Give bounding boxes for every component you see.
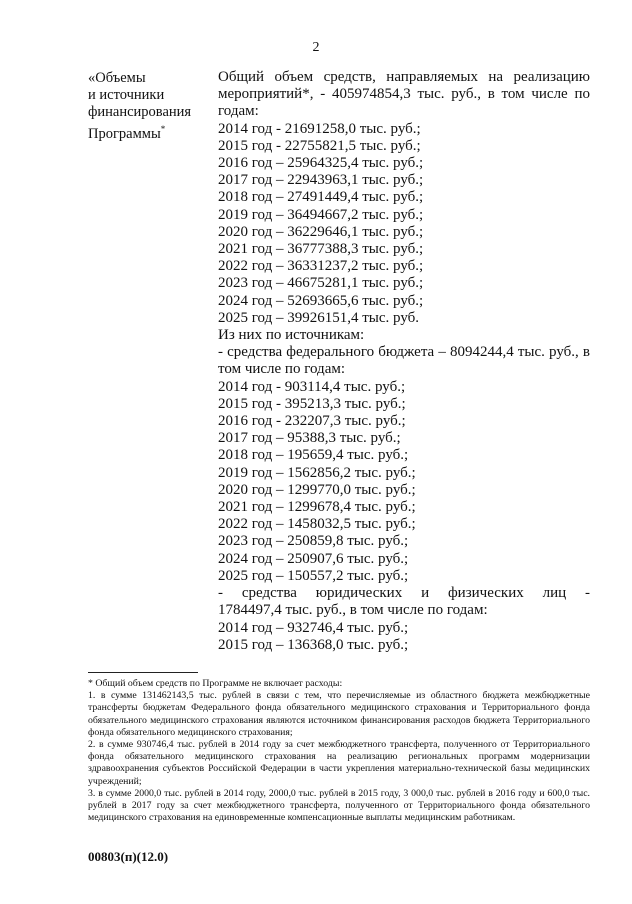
total-year-line: 2020 год – 36229646,1 тыс. руб.; [218, 223, 424, 240]
sources-heading: Из них по источникам: [218, 327, 365, 344]
federal-year-line: 2018 год – 195659,4 тыс. руб.; [218, 447, 409, 464]
federal-year-line: 2024 год – 250907,6 тыс. руб.; [218, 550, 409, 567]
total-year-line: 2023 год – 46675281,1 тыс. руб.; [218, 275, 424, 292]
federal-year-line: 2015 год - 395213,3 тыс. руб.; [218, 395, 406, 412]
footnotes [88, 678, 590, 824]
total-year-line: 2015 год - 22755821,5 тыс. руб.; [218, 137, 421, 154]
legal-year-line: 2014 год – 932746,4 тыс. руб.; [218, 619, 409, 636]
footnote-divider [88, 672, 198, 673]
total-year-line: 2025 год – 39926151,4 тыс. руб. [218, 309, 420, 326]
total-year-line: 2017 год – 22943963,1 тыс. руб.; [218, 172, 424, 189]
row-label-line: и источники [88, 87, 165, 103]
row-label-line: финансирования [88, 104, 192, 120]
page-number: 2 [312, 40, 320, 55]
federal-year-line: 2019 год – 1562856,2 тыс. руб.; [218, 464, 416, 481]
federal-funding-text: - средства федерального бюджета – 8094244,4 тыс. руб., в том числе по годам: [218, 344, 590, 378]
federal-year-line: 2017 год – 95388,3 тыс. руб.; [218, 430, 401, 447]
total-year-line: 2018 год – 27491449,4 тыс. руб.; [218, 189, 424, 206]
federal-year-line: 2021 год – 1299678,4 тыс. руб.; [218, 499, 416, 516]
total-year-line: 2019 год – 36494667,2 тыс. руб.; [218, 206, 424, 223]
footnote-item: 2. в сумме 930746,4 тыс. рублей в 2014 году за счет межбюджетного трансферта, полученного от Территориального фонда обязательного медицинского страхования на реализацию региональных программ модернизации здравоохранения субъектов Российской Федерации в части укрепления материально-технической базы медицинских учреждений; [88, 739, 590, 787]
row-label-line [88, 121, 210, 143]
federal-year-line: 2025 год – 150557,2 тыс. руб.; [218, 567, 409, 584]
federal-year-line: 2023 год – 250859,8 тыс. руб.; [218, 533, 409, 550]
total-year-line: 2022 год – 36331237,2 тыс. руб.; [218, 258, 424, 275]
row-label-text: Программы [88, 125, 161, 142]
row-label [88, 70, 210, 143]
footnote-item: 3. в сумме 2000,0 тыс. рублей в 2014 году, 2000,0 тыс. рублей в 2015 году, 3 000,0 тыс. рублей в 2016 году и 600,0 тыс. рублей в 2017 году за счет межбюджетного трансферта, полученного от Территориального фонда обязательного медицинского страхования на единовременные компенсационные выплаты медицинским работникам. [88, 787, 590, 824]
total-year-line: 2014 год - 21691258,0 тыс. руб.; [218, 120, 421, 137]
total-year-line: 2016 год – 25964325,4 тыс. руб.; [218, 155, 424, 172]
total-year-line: 2024 год – 52693665,6 тыс. руб.; [218, 292, 424, 309]
footnote-intro: * Общий объем средств по Программе не включает расходы: [88, 678, 343, 689]
federal-year-line: 2022 год – 1458032,5 тыс. руб.; [218, 516, 416, 533]
financing-description [218, 69, 590, 654]
federal-year-line: 2020 год – 1299770,0 тыс. руб.; [218, 481, 416, 498]
legal-funding-line2: 1784497,4 тыс. руб., в том числе по годам: [218, 602, 488, 619]
total-year-line: 2021 год – 36777388,3 тыс. руб.; [218, 241, 424, 258]
federal-year-line: 2014 год - 903114,4 тыс. руб.; [218, 378, 406, 395]
footnote-mark: * [160, 124, 166, 134]
document-code: 00803(п)(12.0) [88, 849, 169, 864]
footnote-item: 1. в сумме 131462143,5 тыс. рублей в связи с тем, что перечисляемые из областного бюджета межбюджетные трансферты бюджетам Федерального фонда обязательного медицинского страхования и Территориального фонда обязательного медицинского страхования являются источником финансирования расходов бюджета Территориального фонда обязательного медицинского страхования; [88, 690, 590, 738]
legal-year-line: 2015 год – 136368,0 тыс. руб.; [218, 636, 409, 653]
row-label-line: «Объемы [88, 70, 146, 86]
federal-year-line: 2016 год - 232207,3 тыс. руб.; [218, 413, 406, 430]
total-funding-text: Общий объем средств, направляемых на реализацию мероприятий*, - 405974854,3 тыс. руб., в том числе по годам: [218, 69, 590, 120]
legal-funding-line1: - средства юридических и физических лиц - [218, 585, 590, 602]
